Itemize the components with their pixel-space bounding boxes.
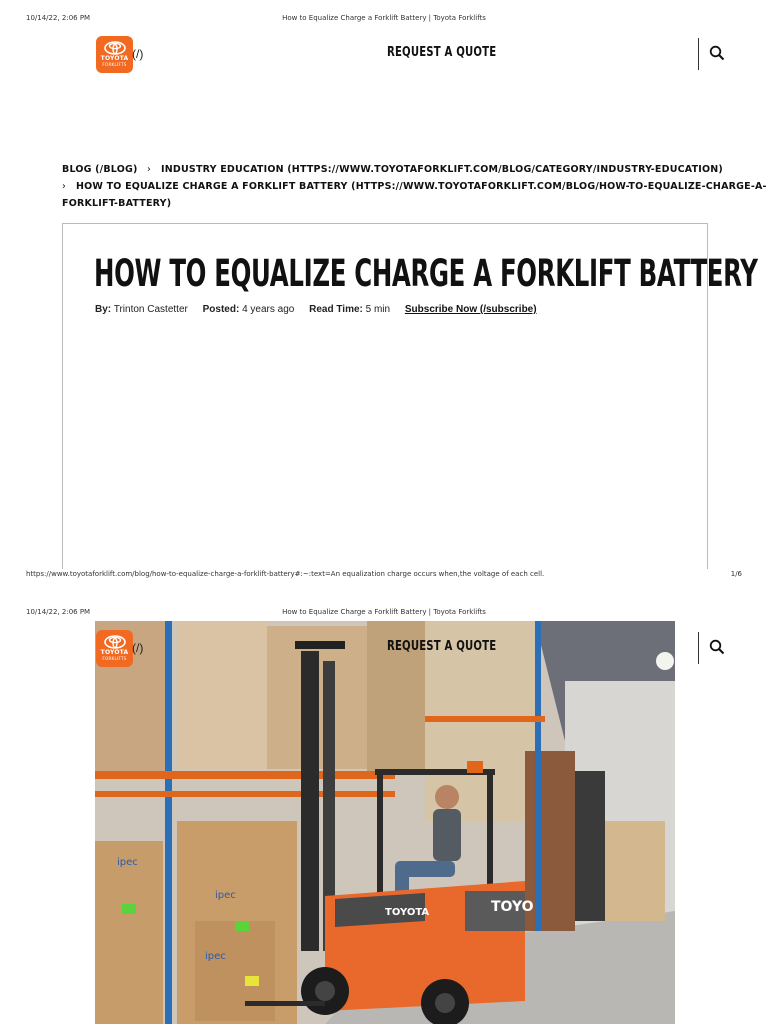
posted-label: Posted: — [202, 304, 240, 315]
breadcrumb-current-link[interactable]: HOW TO EQUALIZE CHARGE A FORKLIFT BATTERY (HTTPS://WWW.TOYOTAFORKLIFT.COM/BLOG/HOW-TO-EQUALIZE-CHARGE-A- — [76, 181, 767, 192]
article-title: HOW TO EQUALIZE CHARGE A FORKLIFT BATTERY — [94, 252, 758, 295]
read-time-label: Read Time: — [309, 304, 363, 315]
forklift-brand-label: TOYOTA — [385, 907, 430, 918]
request-quote-link[interactable]: REQUEST A QUOTE — [387, 45, 497, 60]
box-label: ipec — [117, 857, 138, 868]
author-name: Trinton Castetter — [113, 304, 188, 315]
request-quote-link[interactable]: REQUEST A QUOTE — [387, 639, 497, 654]
logo-brand: TOYOTA — [100, 55, 129, 62]
toyota-emblem-icon — [104, 41, 126, 55]
chevron-right-icon: › — [62, 181, 66, 192]
search-icon[interactable] — [709, 639, 725, 655]
header-divider — [698, 632, 699, 664]
chevron-right-icon: › — [147, 164, 152, 175]
print-title: How to Equalize Charge a Forklift Battery | Toyota Forklifts — [282, 14, 486, 22]
breadcrumb-blog-link[interactable]: BLOG (/BLOG) — [62, 164, 138, 175]
breadcrumb-category-link[interactable]: INDUSTRY EDUCATION (HTTPS://WWW.TOYOTAFORKLIFT.COM/BLOG/CATEGORY/INDUSTRY-EDUCATION) — [161, 164, 723, 175]
forklift-warehouse-photo — [95, 621, 675, 1024]
posted-value: 4 years ago — [242, 304, 295, 315]
read-time-value: 5 min — [365, 304, 391, 315]
home-link[interactable]: (/) — [132, 47, 144, 61]
print-datetime: 10/14/22, 2:06 PM — [26, 14, 91, 22]
logo-brand: TOYOTA — [100, 649, 129, 656]
article-meta — [95, 304, 537, 315]
breadcrumb — [62, 161, 767, 212]
toyota-logo[interactable] — [96, 36, 133, 73]
header-divider — [698, 38, 699, 70]
box-label: ipec — [205, 951, 226, 962]
box-label: ipec — [215, 890, 236, 901]
forklift-side-label: TOYO — [491, 899, 534, 915]
print-title: How to Equalize Charge a Forklift Battery | Toyota Forklifts — [282, 608, 486, 616]
logo-subtitle: FORKLIFTS — [102, 656, 127, 661]
search-icon[interactable] — [709, 45, 725, 61]
print-url: https://www.toyotaforklift.com/blog/how-to-equalize-charge-a-forklift-battery#:~:text=An equalization charge occurs when,the voltage of each cell. — [26, 570, 545, 578]
toyota-emblem-icon — [104, 635, 126, 649]
breadcrumb-current-link-cont[interactable]: FORKLIFT-BATTERY) — [62, 198, 172, 209]
author-label: By: — [95, 304, 112, 315]
subscribe-link[interactable]: Subscribe Now (/subscribe) — [404, 304, 537, 315]
print-page-number: 1/6 — [730, 570, 742, 578]
print-datetime: 10/14/22, 2:06 PM — [26, 608, 91, 616]
logo-subtitle: FORKLIFTS — [102, 62, 127, 67]
home-link[interactable]: (/) — [132, 641, 144, 655]
toyota-logo[interactable] — [96, 630, 133, 667]
